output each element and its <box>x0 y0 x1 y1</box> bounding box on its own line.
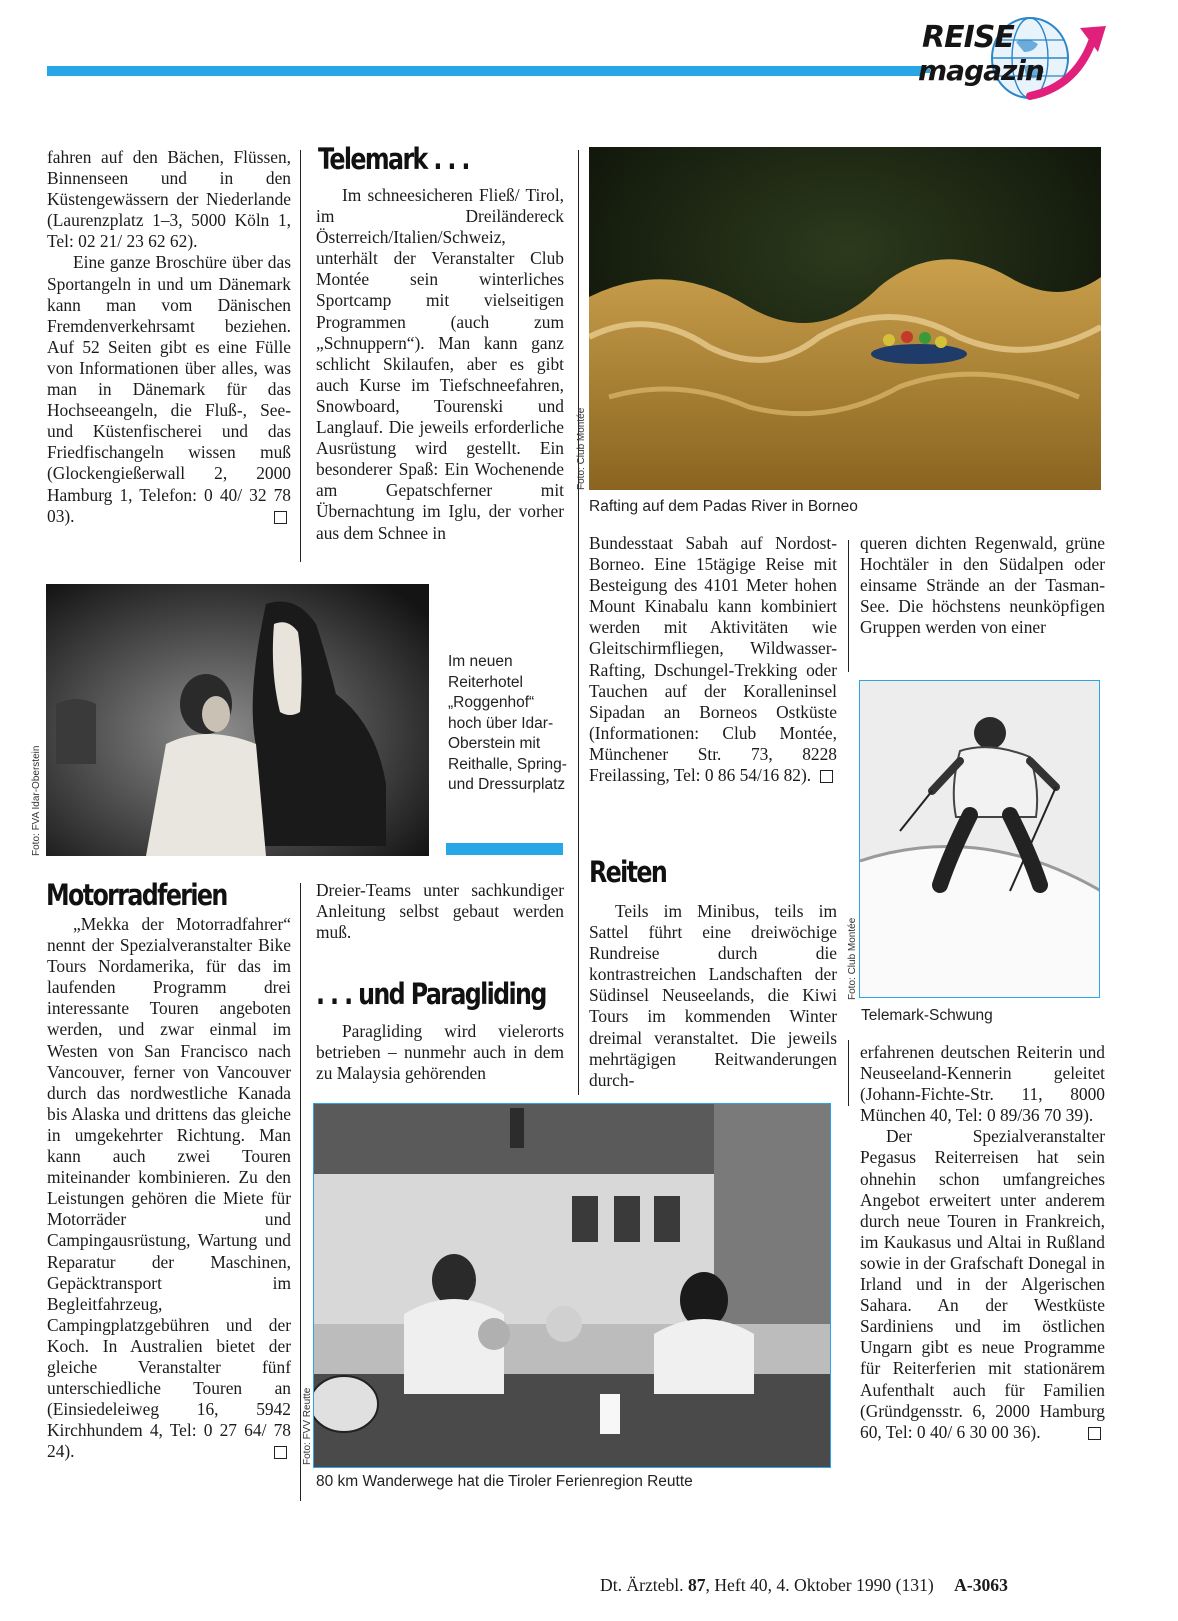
page-number: A-3063 <box>954 1575 1008 1595</box>
text-column-paragliding <box>316 1021 564 1084</box>
rafting-caption: Rafting auf dem Padas River in Borneo <box>589 498 858 515</box>
paragraph: Im schneesicheren Fließ/ Tirol, im Dreiländereck Österreich/Italien/Schweiz, unterhält der Veranstalter Club Montée sein winterliches Sportcamp mit vielseitigen Programmen (auch zum „Schnuppern“). Man kann ganz schlicht Skilaufen, aber es gibt auch Kurse im Tiefschneefahren, Snowboard, Tourenski und Langlauf. Die jeweils erforderliche Ausrüstung wird gestellt. Ein besonderer Spaß: Ein Wochenende am Gepatschferner mit Übernachtung im Iglu, der vorher aus dem Schnee in <box>316 185 564 543</box>
heading-telemark: Telemark . . . <box>318 142 469 176</box>
reise-magazin-logo <box>920 12 1120 102</box>
logo-reise: REISE <box>922 20 1014 55</box>
text-column-reiten-end <box>860 1042 1105 1443</box>
text-column-neuseeland <box>860 533 1105 638</box>
text-column-angeln <box>47 147 291 527</box>
paragraph: erfahrenen deutschen Reiterin und Neuseeland-Kennerin geleitet (Johann-Fichte-Str. 11, 8000 München 40, Tel: 0 89/36 70 39). <box>860 1042 1105 1126</box>
skier-caption: Telemark-Schwung <box>861 1007 993 1024</box>
heading-motorradferien: Motorradferien <box>46 878 227 912</box>
footer-volume: 87 <box>687 1575 706 1595</box>
page-footer <box>600 1575 1008 1596</box>
text-column-telemark <box>316 185 564 544</box>
hut-photo <box>313 1103 831 1468</box>
text-column-borneo <box>589 533 837 786</box>
paragraph: queren dichten Regenwald, grüne Hochtäler in den Südalpen oder einsame Strände an der Tasman-See. Die höchstens neunköpfigen Gruppen werden von einer <box>860 533 1105 638</box>
horse-caption: Im neuen Reiterhotel „Roggenhof“ hoch über Idar-Oberstein mit Reithalle, Spring- und Dressurplatz <box>448 653 567 793</box>
column-rule <box>300 150 301 562</box>
rafting-photo <box>589 147 1101 490</box>
column-rule <box>578 150 579 1095</box>
accent-mark <box>446 843 563 855</box>
paragraph: Dreier-Teams unter sachkundiger Anleitung selbst gebaut werden muß. <box>316 880 564 943</box>
heading-paragliding: . . . und Paragliding <box>316 977 546 1011</box>
photo-credit: Foto: Club Montée <box>576 407 587 490</box>
paragraph: Der Spezialveranstalter Pegasus Reiterreisen hat sein ohnehin schon umfangreiches Angebot erweitert unter anderem durch neue Touren in Frankreich, im Kaukasus und Altai in Rußland sowie in der Grafschaft Donegal in Irland und in der Algerischen Sahara. An der Westküste Sardiniens und im östlichen Ungarn gibt es neue Programme für Reiterferien mit stationärem Aufenthalt auch für Familien (Gründgensstr. 6, 2000 Hamburg 60, Tel: 0 40/ 6 30 00 36). <box>860 1126 1105 1442</box>
paragraph: Eine ganze Broschüre über das Sportangeln in und um Dänemark kann man vom Dänischen Fremdenverkehrsamt beziehen. Auf 52 Seiten gibt es eine Fülle von Informationen über alles, was man in Dänemark für das Hochseeangeln, die Fluß-, See- und Küstenfischerei und das Friedfischangeln wissen muß (Glockengießerwall 2, 2000 Hamburg 1, Telefon: 0 40/ 32 78 03). <box>47 252 291 526</box>
photo-credit: Foto: FVV Reutte <box>302 1387 313 1465</box>
horse-photo <box>46 584 429 856</box>
end-mark <box>274 1446 287 1459</box>
skier-photo <box>859 680 1100 998</box>
text-column-reiten <box>589 901 837 1091</box>
photo-credit: Foto: Club Montée <box>847 917 858 1000</box>
text-column-motorrad <box>47 914 291 1462</box>
heading-reiten: Reiten <box>589 855 667 889</box>
end-mark <box>1088 1427 1101 1440</box>
paragraph: Teils im Minibus, teils im Sattel führt eine dreiwöchige Rundreise durch die kontrastreichen Landschaften der Südinsel Neuseelands, die Kiwi Tours im kommenden Winter dreimal veranstaltet. Die jeweils mehrtägigen Reitwanderungen durch- <box>589 901 837 1090</box>
paragraph: „Mekka der Motorradfahrer“ nennt der Spezialveranstalter Bike Tours Nordamerika, für das im laufenden Programm drei interessante Touren angeboten werden, und zwar einmal im Westen von San Francisco nach Vancouver, ferner von Vancouver durch das nordwestliche Kanada bis Alaska und drittens das gleiche in umgekehrter Richtung. Man kann auch zwei Touren miteinander kombinieren. Zu den Leistungen gehören die Miete für Motorräder und Campingausrüstung, Wartung und Reparatur der Maschinen, Gepäcktransport im Begleitfahrzeug, Campingplatzgebühren und der Koch. In Australien bietet der gleiche Veranstalter fünf unterschiedliche Touren an (Einsiedeleiweg 16, 5942 Kirchhundem 4, Tel: 0 27 64/ 78 24). <box>47 914 291 1462</box>
paragraph: Bundesstaat Sabah auf Nordost-Borneo. Eine 15tägige Reise mit Besteigung des 4101 Meter hohen Mount Kinabalu kann kombiniert werden mit Aktivitäten wie Gleitschirmfliegen, Wildwasser-Rafting, Dschungel-Trekking oder Tauchen auf der Koralleninsel Sipadan an Borneos Ostküste (Informationen: Club Montée, Münchener Str. 73, 8228 Freilassing, Tel: 0 86 54/16 82). <box>589 533 837 786</box>
end-mark <box>274 511 287 524</box>
paragraph: Paragliding wird vielerorts betrieben – nunmehr auch in dem zu Malaysia gehörenden <box>316 1021 564 1084</box>
photo-credit: Foto: FVA Idar-Oberstein <box>31 745 42 856</box>
paragraph: fahren auf den Bächen, Flüssen, Binnenseen und in den Küstengewässern der Niederlande (Laurenzplatz 1–3, 5000 Köln 1, Tel: 02 21/ 23 62 62). <box>47 147 291 252</box>
masthead-bar <box>47 66 922 76</box>
text-column-telemark-cont <box>316 880 564 943</box>
hut-caption: 80 km Wanderwege hat die Tiroler Ferienregion Reutte <box>316 1473 693 1490</box>
column-rule <box>848 540 849 672</box>
end-mark <box>820 770 833 783</box>
logo-magazin: magazin <box>918 54 1044 87</box>
footer-journal: Dt. Ärztebl. <box>600 1575 684 1595</box>
footer-issue: , Heft 40, 4. Oktober 1990 (131) <box>705 1575 934 1595</box>
column-rule <box>848 1040 849 1106</box>
